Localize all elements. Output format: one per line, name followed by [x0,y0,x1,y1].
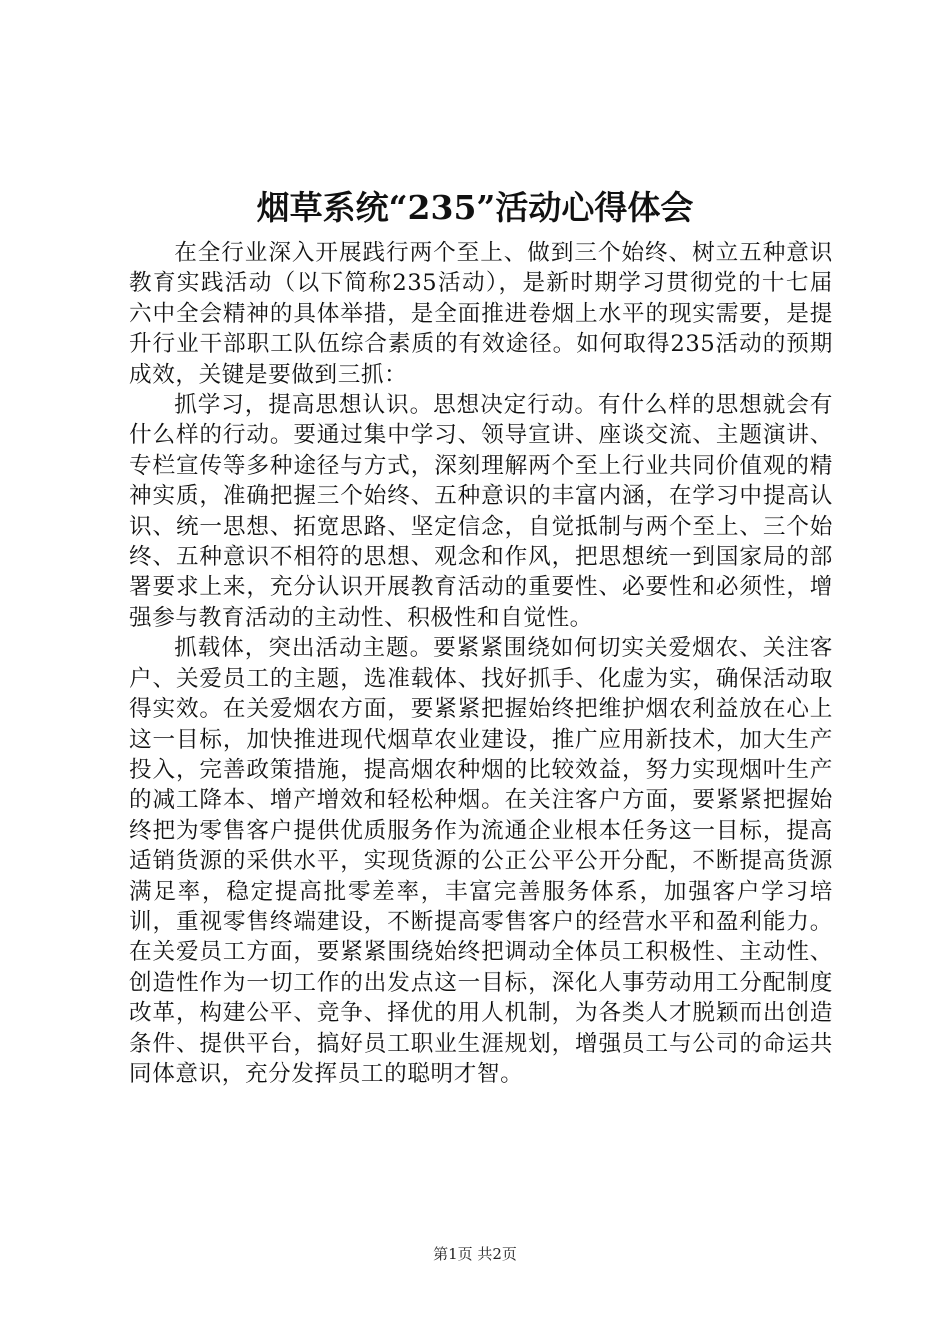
paragraph-study: 抓学习，提高思想认识。思想决定行动。有什么样的思想就会有什么样的行动。要通过集中学习、领导宣讲、座谈交流、主题演讲、专栏宣传等多种途径与方式，深刻理解两个至上行业共同价值观的精神实质，准确把握三个始终、五种意识的丰富内涵，在学习中提高认识、统一思想、拓宽思路、坚定信念，自觉抵制与两个至上、三个始终、五种意识不相符的思想、观念和作风，把思想统一到国家局的部署要求上来，充分认识开展教育活动的重要性、必要性和必须性，增强参与教育活动的主动性、积极性和自觉性。 [129,392,833,631]
paragraph-carrier: 抓载体，突出活动主题。要紧紧围绕如何切实关爱烟农、关注客户、关爱员工的主题，选准载体、找好抓手、化虚为实，确保活动取得实效。在关爱烟农方面，要紧紧把握始终把维护烟农利益放在心上这一目标，加快推进现代烟草农业建设，推广应用新技术，加大生产投入，完善政策措施，提高烟农种烟的比较效益，努力实现烟叶生产的减工降本、增产增效和轻松种烟。在关注客户方面，要紧紧把握始终把为零售客户提供优质服务作为流通企业根本任务这一目标，提高适销货源的采供水平，实现货源的公正公平公开分配，不断提高货源满足率，稳定提高批零差率，丰富完善服务体系，加强客户学习培训，重视零售终端建设，不断提高零售客户的经营水平和盈利能力。在关爱员工方面，要紧紧围绕始终把调动全体员工积极性、主动性、创造性作为一切工作的出发点这一目标，深化人事劳动用工分配制度改革，构建公平、竞争、择优的用人机制，为各类人才脱颖而出创造条件、提供平台，搞好员工职业生涯规划，增强员工与公司的命运共同体意识，充分发挥员工的聪明才智。 [129,635,833,1087]
document-title: 烟草系统“235”活动心得体会 [256,188,694,227]
paragraph-intro: 在全行业深入开展践行两个至上、做到三个始终、树立五种意识教育实践活动（以下简称235活动），是新时期学习贯彻党的十七届六中全会精神的具体举措，是全面推进卷烟上水平的现实需要，是提升行业干部职工队伍综合素质的有效途径。如何取得235活动的预期成效，关键是要做到三抓： [129,240,833,388]
page-number-footer: 第1页 共2页 [433,1245,517,1263]
document-body [129,238,833,1089]
